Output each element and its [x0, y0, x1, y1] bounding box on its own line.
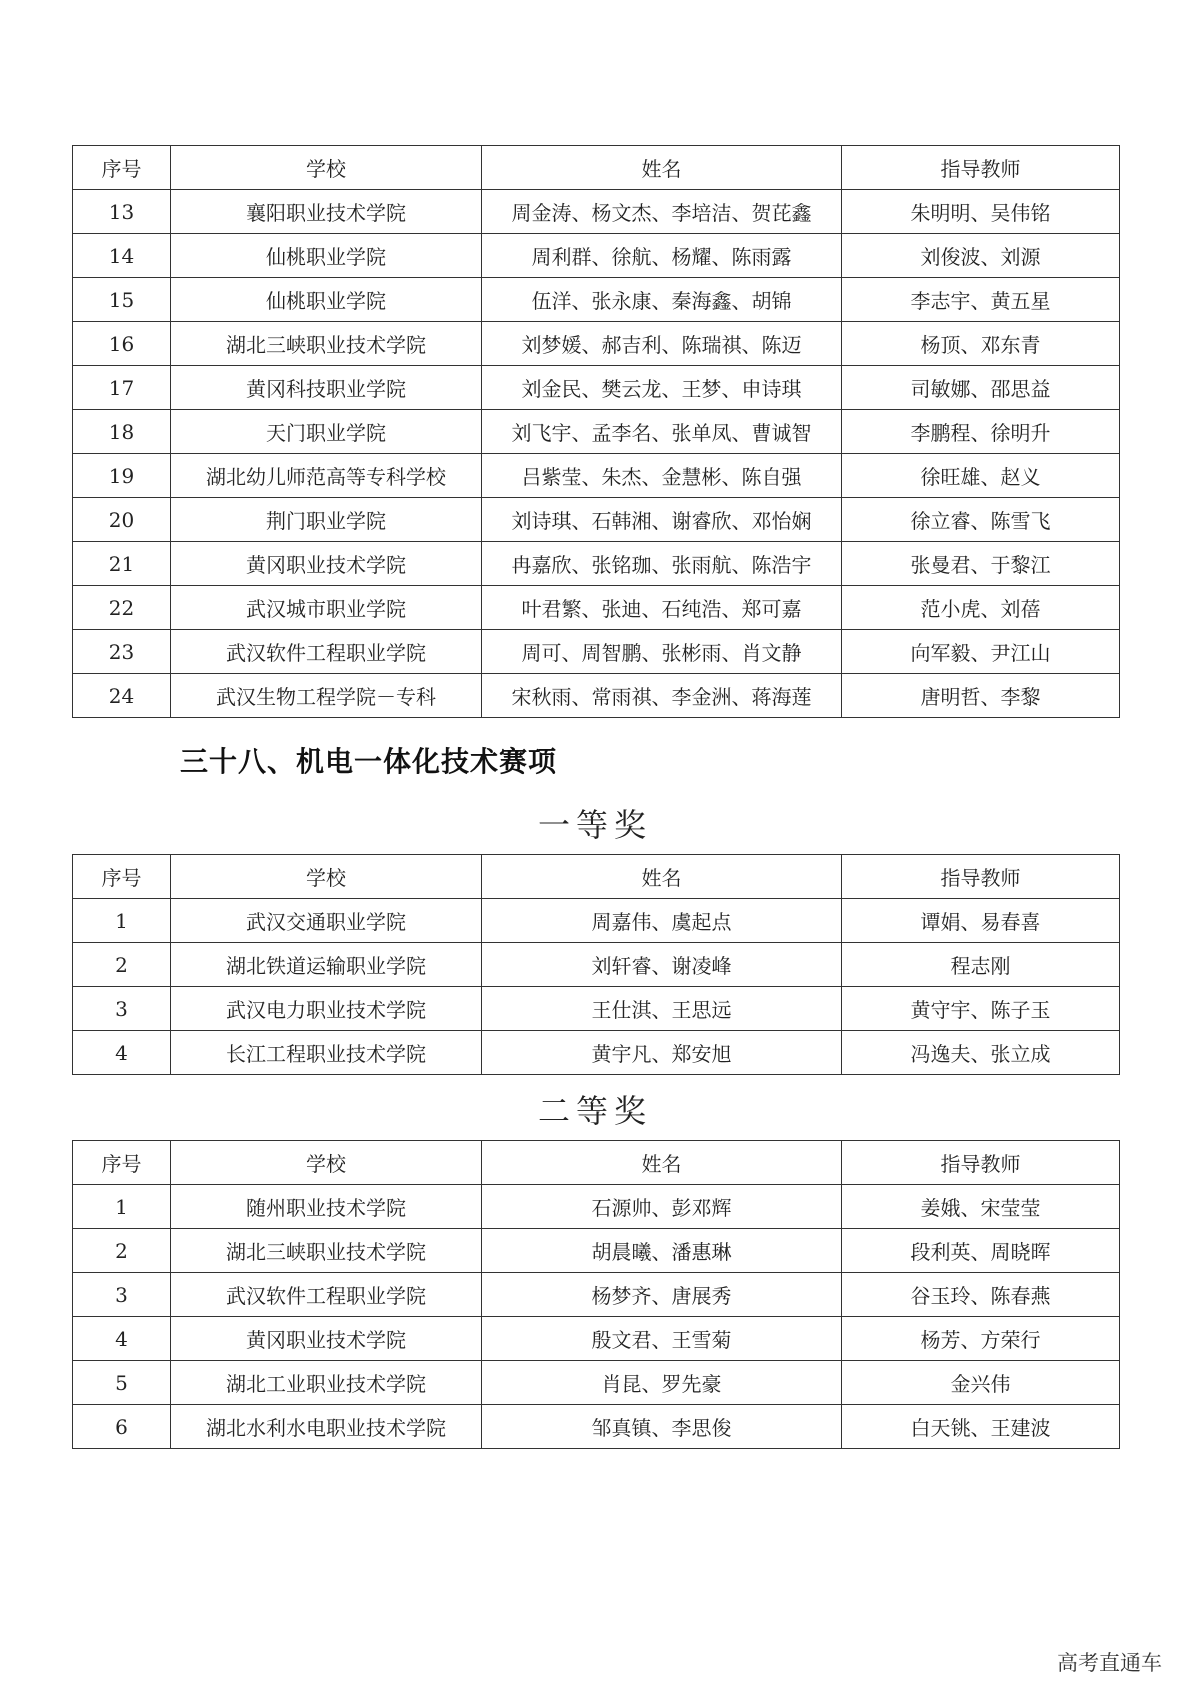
table-row	[73, 943, 1120, 987]
cell-no: 4	[73, 1317, 171, 1361]
cell-school: 黄冈职业技术学院	[171, 542, 482, 586]
cell-names: 周嘉伟、虞起点	[482, 899, 842, 943]
cell-school: 武汉电力职业技术学院	[171, 987, 482, 1031]
header-teachers: 指导教师	[842, 1141, 1120, 1185]
cell-school: 仙桃职业学院	[171, 278, 482, 322]
cell-no: 22	[73, 586, 171, 630]
first-prize-label: 一等奖	[537, 806, 652, 844]
cell-teachers: 段利英、周晓晖	[842, 1229, 1120, 1273]
cell-teachers: 唐明哲、李黎	[842, 674, 1120, 718]
results-table-continued	[72, 145, 1120, 718]
table-row	[73, 410, 1120, 454]
cell-school: 湖北水利水电职业技术学院	[171, 1405, 482, 1449]
cell-teachers: 谭娟、易春喜	[842, 899, 1120, 943]
header-names: 姓名	[482, 146, 842, 190]
table-row	[73, 899, 1120, 943]
table-row	[73, 234, 1120, 278]
cell-no: 15	[73, 278, 171, 322]
cell-teachers: 张曼君、于黎江	[842, 542, 1120, 586]
cell-no: 20	[73, 498, 171, 542]
first-prize-table	[72, 854, 1120, 1075]
table-row	[73, 366, 1120, 410]
cell-school: 长江工程职业技术学院	[171, 1031, 482, 1075]
header-no: 序号	[73, 1141, 171, 1185]
cell-teachers: 冯逸夫、张立成	[842, 1031, 1120, 1075]
cell-teachers: 金兴伟	[842, 1361, 1120, 1405]
cell-no: 2	[73, 943, 171, 987]
header-school: 学校	[171, 146, 482, 190]
table-row	[73, 674, 1120, 718]
cell-school: 武汉交通职业学院	[171, 899, 482, 943]
table-body	[73, 1185, 1120, 1449]
cell-names: 邹真镇、李思俊	[482, 1405, 842, 1449]
section-title: 三十八、机电一体化技术赛项	[180, 745, 558, 778]
cell-names: 肖昆、罗先豪	[482, 1361, 842, 1405]
table-body	[73, 899, 1120, 1075]
cell-no: 6	[73, 1405, 171, 1449]
cell-names: 宋秋雨、常雨祺、李金洲、蒋海莲	[482, 674, 842, 718]
table-row	[73, 542, 1120, 586]
table-body	[73, 190, 1120, 718]
table-row	[73, 454, 1120, 498]
cell-no: 3	[73, 987, 171, 1031]
cell-names: 叶君繁、张迪、石纯浩、郑可嘉	[482, 586, 842, 630]
cell-teachers: 白天铫、王建波	[842, 1405, 1120, 1449]
table-row	[73, 322, 1120, 366]
cell-no: 4	[73, 1031, 171, 1075]
cell-no: 13	[73, 190, 171, 234]
cell-names: 冉嘉欣、张铭珈、张雨航、陈浩宇	[482, 542, 842, 586]
cell-no: 14	[73, 234, 171, 278]
table-row	[73, 1273, 1120, 1317]
header-names: 姓名	[482, 1141, 842, 1185]
cell-no: 5	[73, 1361, 171, 1405]
cell-teachers: 朱明明、吴伟铭	[842, 190, 1120, 234]
header-teachers: 指导教师	[842, 146, 1120, 190]
header-school: 学校	[171, 855, 482, 899]
cell-names: 胡晨曦、潘惠琳	[482, 1229, 842, 1273]
cell-names: 刘轩睿、谢凌峰	[482, 943, 842, 987]
cell-school: 荆门职业学院	[171, 498, 482, 542]
table-row	[73, 586, 1120, 630]
cell-teachers: 李鹏程、徐明升	[842, 410, 1120, 454]
cell-school: 湖北三峡职业技术学院	[171, 1229, 482, 1273]
cell-names: 杨梦齐、唐展秀	[482, 1273, 842, 1317]
cell-teachers: 司敏娜、邵思益	[842, 366, 1120, 410]
table-row	[73, 630, 1120, 674]
table-row	[73, 190, 1120, 234]
header-teachers: 指导教师	[842, 855, 1120, 899]
header-school: 学校	[171, 1141, 482, 1185]
header-no: 序号	[73, 855, 171, 899]
watermark-text: 高考直通车	[1057, 1651, 1162, 1675]
cell-teachers: 黄守宇、陈子玉	[842, 987, 1120, 1031]
table-header-row	[73, 1141, 1120, 1185]
cell-names: 周可、周智鹏、张彬雨、肖文静	[482, 630, 842, 674]
cell-no: 1	[73, 899, 171, 943]
table-row	[73, 1031, 1120, 1075]
cell-school: 黄冈科技职业学院	[171, 366, 482, 410]
table-row	[73, 1361, 1120, 1405]
cell-names: 吕紫莹、朱杰、金慧彬、陈自强	[482, 454, 842, 498]
cell-school: 随州职业技术学院	[171, 1185, 482, 1229]
cell-no: 17	[73, 366, 171, 410]
cell-teachers: 杨芳、方荣行	[842, 1317, 1120, 1361]
table-row	[73, 1405, 1120, 1449]
cell-teachers: 徐立睿、陈雪飞	[842, 498, 1120, 542]
cell-school: 湖北工业职业技术学院	[171, 1361, 482, 1405]
cell-school: 武汉生物工程学院－专科	[171, 674, 482, 718]
cell-names: 黄宇凡、郑安旭	[482, 1031, 842, 1075]
cell-school: 武汉软件工程职业学院	[171, 1273, 482, 1317]
cell-school: 武汉城市职业学院	[171, 586, 482, 630]
cell-names: 石源帅、彭邓辉	[482, 1185, 842, 1229]
cell-no: 2	[73, 1229, 171, 1273]
cell-school: 黄冈职业技术学院	[171, 1317, 482, 1361]
cell-teachers: 杨顶、邓东青	[842, 322, 1120, 366]
cell-teachers: 范小虎、刘蓓	[842, 586, 1120, 630]
cell-teachers: 向军毅、尹江山	[842, 630, 1120, 674]
cell-school: 湖北铁道运输职业学院	[171, 943, 482, 987]
cell-names: 刘金民、樊云龙、王梦、申诗琪	[482, 366, 842, 410]
table-row	[73, 1185, 1120, 1229]
cell-school: 武汉软件工程职业学院	[171, 630, 482, 674]
cell-teachers: 姜娥、宋莹莹	[842, 1185, 1120, 1229]
header-no: 序号	[73, 146, 171, 190]
cell-names: 周金涛、杨文杰、李培洁、贺芘鑫	[482, 190, 842, 234]
cell-names: 刘梦媛、郝吉利、陈瑞祺、陈迈	[482, 322, 842, 366]
cell-no: 19	[73, 454, 171, 498]
cell-school: 湖北三峡职业技术学院	[171, 322, 482, 366]
table-row	[73, 278, 1120, 322]
table-row	[73, 498, 1120, 542]
cell-no: 16	[73, 322, 171, 366]
cell-school: 仙桃职业学院	[171, 234, 482, 278]
cell-teachers: 李志宇、黄五星	[842, 278, 1120, 322]
cell-no: 3	[73, 1273, 171, 1317]
cell-names: 殷文君、王雪菊	[482, 1317, 842, 1361]
cell-names: 伍洋、张永康、秦海鑫、胡锦	[482, 278, 842, 322]
table-row	[73, 1229, 1120, 1273]
cell-school: 天门职业学院	[171, 410, 482, 454]
cell-names: 刘诗琪、石韩湘、谢睿欣、邓怡娴	[482, 498, 842, 542]
cell-teachers: 程志刚	[842, 943, 1120, 987]
cell-school: 襄阳职业技术学院	[171, 190, 482, 234]
table-header-row	[73, 146, 1120, 190]
cell-names: 周利群、徐航、杨耀、陈雨露	[482, 234, 842, 278]
header-names: 姓名	[482, 855, 842, 899]
cell-teachers: 谷玉玲、陈春燕	[842, 1273, 1120, 1317]
cell-names: 王仕淇、王思远	[482, 987, 842, 1031]
cell-no: 18	[73, 410, 171, 454]
table-header-row	[73, 855, 1120, 899]
table-row	[73, 987, 1120, 1031]
cell-names: 刘飞宇、孟李名、张单凤、曹诚智	[482, 410, 842, 454]
cell-school: 湖北幼儿师范高等专科学校	[171, 454, 482, 498]
cell-teachers: 徐旺雄、赵义	[842, 454, 1120, 498]
cell-no: 23	[73, 630, 171, 674]
cell-no: 21	[73, 542, 171, 586]
cell-teachers: 刘俊波、刘源	[842, 234, 1120, 278]
second-prize-table	[72, 1140, 1120, 1449]
second-prize-label: 二等奖	[537, 1092, 652, 1130]
cell-no: 1	[73, 1185, 171, 1229]
cell-no: 24	[73, 674, 171, 718]
table-row	[73, 1317, 1120, 1361]
